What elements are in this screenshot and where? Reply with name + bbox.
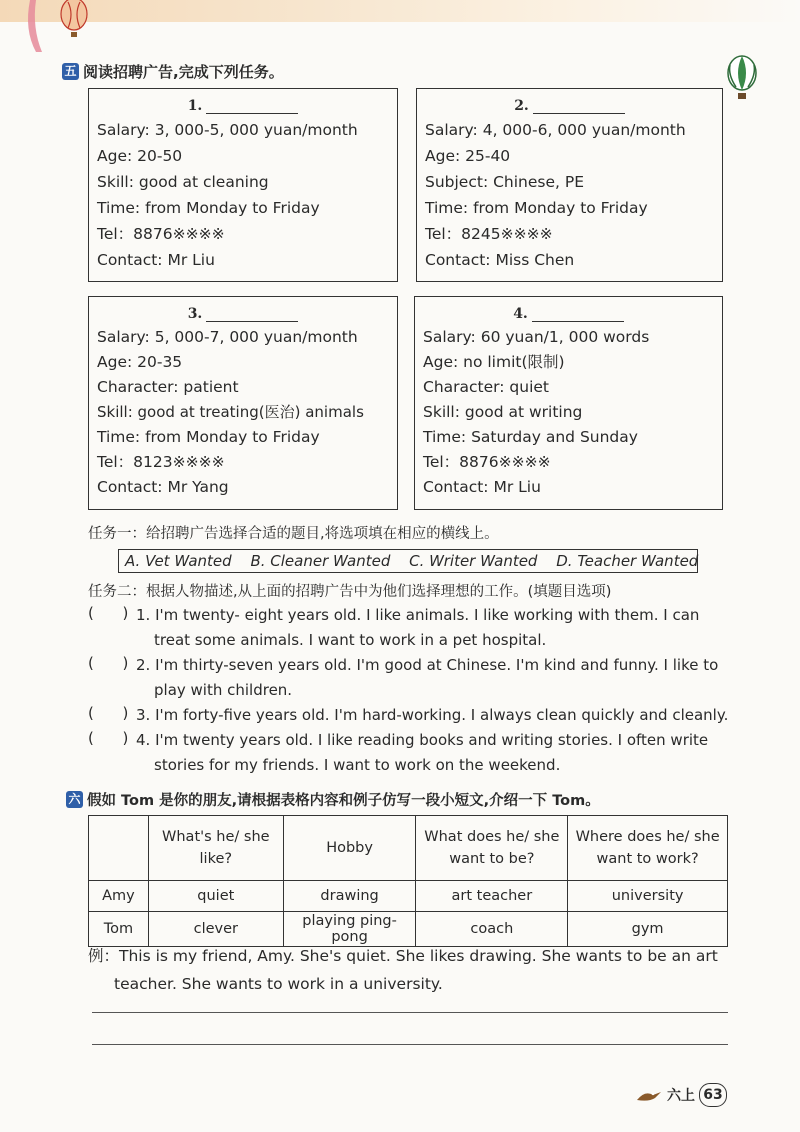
table-header-row — [89, 816, 728, 881]
ad-1-line: Age: 20-50 — [97, 147, 183, 165]
option-b: B. Cleaner Wanted — [250, 552, 391, 570]
answer-blank-4[interactable]: ( ) — [88, 729, 129, 747]
job-ad-3 — [88, 296, 398, 510]
table-cell: coach — [416, 912, 568, 947]
ad-1-line: Salary: 3, 000-5, 000 yuan/month — [97, 121, 358, 139]
job-ad-4 — [414, 296, 723, 510]
example-paragraph — [88, 942, 733, 998]
option-c: C. Writer Wanted — [409, 552, 538, 570]
ad-4-line: Character: quiet — [423, 378, 549, 396]
table-cell: gym — [568, 912, 728, 947]
ad-4-line: Skill: good at writing — [423, 403, 583, 421]
option-a: A. Vet Wanted — [125, 552, 232, 570]
section-5-heading — [62, 61, 284, 82]
page-number: 63 — [699, 1083, 727, 1107]
ad-1-line: Skill: good at cleaning — [97, 173, 269, 191]
section-6-title: 假如 Tom 是你的朋友,请根据表格内容和例子仿写一段小短文,介绍一下 Tom。 — [87, 793, 600, 809]
section-5-title: 阅读招聘广告,完成下列任务。 — [83, 63, 284, 81]
info-table — [88, 815, 728, 947]
answer-blank-1[interactable]: ( ) — [88, 604, 129, 622]
ad-2-line: Subject: Chinese, PE — [425, 173, 585, 191]
table-cell: Amy — [89, 881, 149, 912]
table-header-cell: Hobby — [283, 816, 416, 881]
ad-3-title-blank[interactable]: 3. — [97, 303, 389, 325]
ad-2-line: Age: 25-40 — [425, 147, 511, 165]
ad-3-line: Salary: 5, 000-7, 000 yuan/month — [97, 328, 358, 346]
ad-3-line: Time: from Monday to Friday — [97, 428, 320, 446]
question-1-line-2: treat some animals. I want to work in a pet hospital. — [154, 631, 547, 649]
question-2-line-2: play with children. — [154, 681, 293, 699]
table-header-cell — [89, 816, 149, 881]
ad-4-line: Age: no limit(限制) — [423, 353, 565, 371]
ad-2-line: Time: from Monday to Friday — [425, 199, 648, 217]
bird-icon — [635, 1086, 663, 1104]
ad-2-title-blank[interactable]: 2. — [425, 95, 714, 117]
table-cell: art teacher — [416, 881, 568, 912]
table-row — [89, 881, 728, 912]
ad-3-line: Age: 20-35 — [97, 353, 183, 371]
table-cell: university — [568, 881, 728, 912]
ad-4-line: Salary: 60 yuan/1, 000 words — [423, 328, 650, 346]
ad-1-line: Tel：8876※※※※ — [97, 225, 225, 243]
question-1-line-1: 1. I'm twenty- eight years old. I like animals. I like working with them. I can — [136, 606, 700, 624]
job-ad-1 — [88, 88, 398, 282]
task-1-instruction: 任务一：给招聘广告选择合适的题目,将选项填在相应的横线上。 — [88, 526, 499, 542]
section-6-heading — [66, 789, 600, 810]
job-ad-2 — [416, 88, 723, 282]
grade-label: 六上 — [667, 1088, 695, 1104]
ad-2-line: Contact: Miss Chen — [425, 251, 575, 269]
answer-blank-3[interactable]: ( ) — [88, 704, 129, 722]
example-line-1: This is my friend, Amy. She's quiet. She likes drawing. She wants to be an art — [119, 947, 718, 965]
table-cell: playing ping-pong — [283, 912, 416, 947]
ad-3-line: Character: patient — [97, 378, 239, 396]
ad-3-line: Tel：8123※※※※ — [97, 453, 225, 471]
example-label: 例： — [88, 947, 120, 965]
ad-2-line: Tel：8245※※※※ — [425, 225, 553, 243]
ad-4-line: Tel：8876※※※※ — [423, 453, 551, 471]
question-4-line-1: 4. I'm twenty years old. I like reading books and writing stories. I often write — [136, 731, 709, 749]
section-6-badge: 六 — [66, 791, 83, 808]
task-2-instruction: 任务二：根据人物描述,从上面的招聘广告中为他们选择理想的工作。(填题目选项) — [88, 584, 612, 600]
table-cell: drawing — [283, 881, 416, 912]
ad-4-line: Time: Saturday and Sunday — [423, 428, 638, 446]
question-4-line-2: stories for my friends. I want to work on the weekend. — [154, 756, 561, 774]
table-cell: Tom — [89, 912, 149, 947]
question-3-line-1: 3. I'm forty-five years old. I'm hard-working. I always clean quickly and cleanly. — [136, 706, 729, 724]
option-d: D. Teacher Wanted — [556, 552, 699, 570]
writing-line[interactable] — [92, 1012, 728, 1013]
options-box — [118, 549, 698, 573]
writing-line[interactable] — [92, 1044, 728, 1045]
ad-1-line: Time: from Monday to Friday — [97, 199, 320, 217]
section-5-badge: 五 — [62, 63, 79, 80]
hot-air-balloon-icon-right — [722, 55, 762, 105]
hot-air-balloon-icon — [22, 0, 92, 60]
table-header-cell: What does he/ she want to be? — [416, 816, 568, 881]
ad-1-line: Contact: Mr Liu — [97, 251, 215, 269]
answer-blank-2[interactable]: ( ) — [88, 654, 129, 672]
ad-1-title-blank[interactable]: 1. — [97, 95, 389, 117]
table-header-cell: What's he/ she like? — [148, 816, 283, 881]
ad-3-line: Skill: good at treating(医治) animals — [97, 403, 364, 421]
example-line-2: teacher. She wants to work in a university. — [114, 975, 443, 993]
ad-4-title-blank[interactable]: 4. — [423, 303, 714, 325]
ad-2-line: Salary: 4, 000-6, 000 yuan/month — [425, 121, 686, 139]
table-header-cell: Where does he/ she want to work? — [568, 816, 728, 881]
top-decoration-band — [0, 0, 800, 22]
question-2-line-1: 2. I'm thirty-seven years old. I'm good at Chinese. I'm kind and funny. I like to — [136, 656, 719, 674]
ad-4-line: Contact: Mr Liu — [423, 478, 541, 496]
table-cell: quiet — [148, 881, 283, 912]
table-cell: clever — [148, 912, 283, 947]
ad-3-line: Contact: Mr Yang — [97, 478, 229, 496]
page-footer — [635, 1083, 727, 1107]
